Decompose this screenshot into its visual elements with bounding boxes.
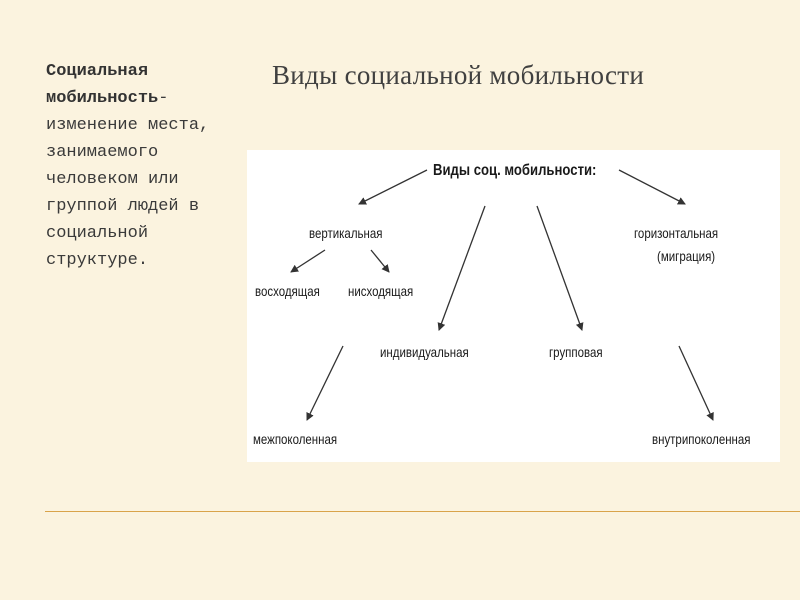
arrow-root-horizontal: [619, 170, 685, 204]
node-individual: индивидуальная: [380, 344, 469, 360]
node-intragenerational: внутрипоколенная: [652, 431, 751, 447]
definition-term: Социальная мобильность: [46, 62, 159, 108]
arrow-root-individual: [439, 206, 485, 330]
node-root: Виды соц. мобильности:: [433, 162, 597, 179]
footer-divider: [45, 511, 800, 512]
arrow-root-group: [537, 206, 582, 330]
node-horizontal: горизонтальная: [634, 225, 719, 241]
mobility-types-diagram: [247, 150, 780, 462]
node-horizontal-migration: (миграция): [657, 248, 716, 264]
node-group: групповая: [549, 344, 603, 360]
slide-title: Виды социальной мобильности: [272, 60, 645, 90]
definition-text: [46, 58, 256, 274]
definition-body: изменение места, занимаемого человеком или группой людей в социальной структуре.: [46, 116, 210, 270]
definition-dash: -: [158, 89, 169, 108]
diagram-arrows: [247, 150, 780, 462]
node-descending: нисходящая: [348, 283, 414, 299]
arrow-to-intergenerational: [307, 346, 343, 420]
node-vertical: вертикальная: [309, 225, 383, 241]
node-ascending: восходящая: [255, 283, 320, 299]
arrow-to-intragenerational: [679, 346, 713, 420]
arrow-vertical-ascending: [291, 250, 325, 272]
node-intergenerational: межпоколенная: [253, 431, 338, 447]
arrow-vertical-descending: [371, 250, 389, 272]
arrow-root-vertical: [359, 170, 427, 204]
